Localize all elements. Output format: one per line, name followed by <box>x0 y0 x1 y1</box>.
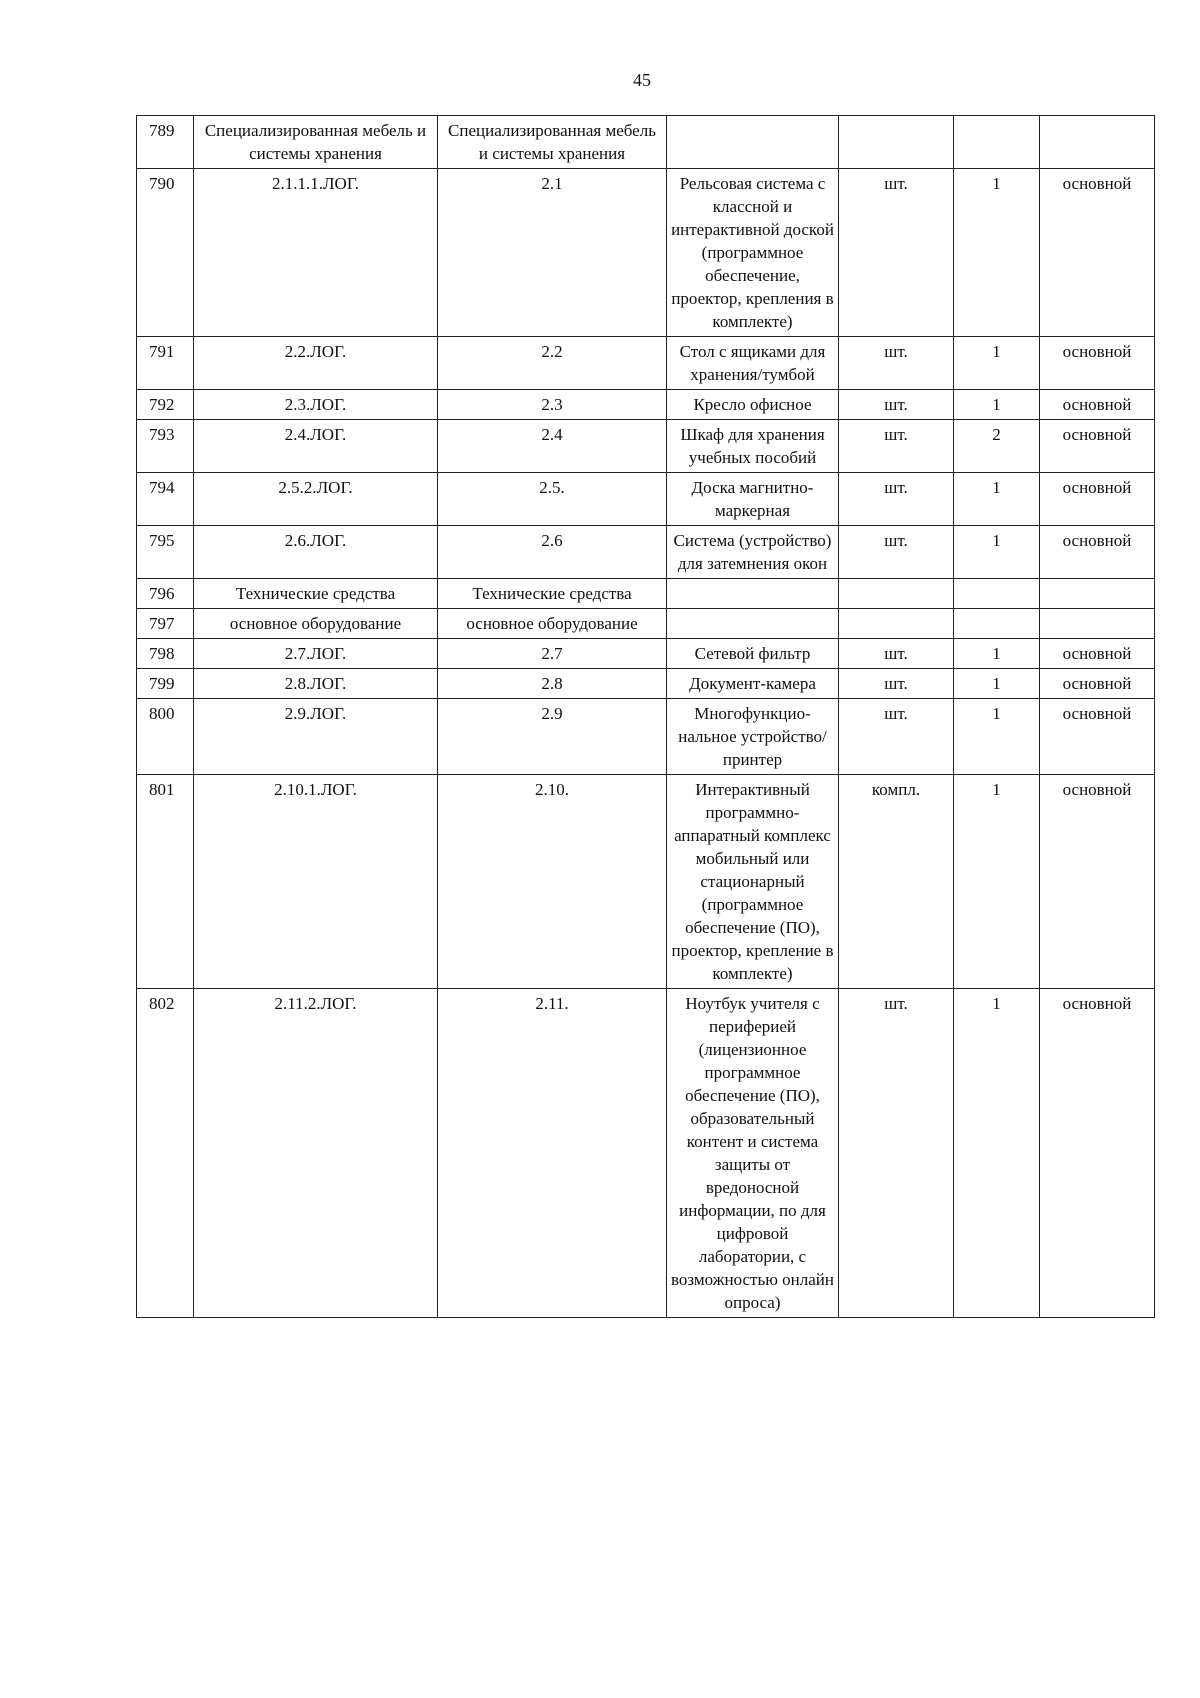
quantity-cell: 2 <box>954 420 1040 473</box>
equipment-type-cell: основной <box>1040 473 1155 526</box>
reference-cell: 2.4 <box>438 420 667 473</box>
item-code-cell: 2.8.ЛОГ. <box>194 669 438 699</box>
unit-cell: шт. <box>839 337 954 390</box>
item-code-cell: 2.9.ЛОГ. <box>194 699 438 775</box>
item-name-cell: Доска магнитно-маркерная <box>667 473 839 526</box>
unit-cell: шт. <box>839 669 954 699</box>
equipment-type-cell: основной <box>1040 169 1155 337</box>
equipment-type-cell: основной <box>1040 526 1155 579</box>
equipment-type-cell: основной <box>1040 390 1155 420</box>
equipment-type-cell: основной <box>1040 337 1155 390</box>
unit-cell <box>839 116 954 169</box>
item-code-cell: 2.1.1.1.ЛОГ. <box>194 169 438 337</box>
equipment-type-cell: основной <box>1040 420 1155 473</box>
unit-cell: шт. <box>839 390 954 420</box>
unit-cell: шт. <box>839 699 954 775</box>
table-row <box>137 116 1155 169</box>
item-name-cell: Рельсовая система с классной и интерактивной доской (программное обеспечение, проектор, крепления в комплекте) <box>667 169 839 337</box>
table-row <box>137 526 1155 579</box>
row-number-cell: 790 <box>137 169 194 337</box>
item-code-cell: 2.10.1.ЛОГ. <box>194 775 438 989</box>
reference-cell: 2.6 <box>438 526 667 579</box>
item-code-cell: 2.3.ЛОГ. <box>194 390 438 420</box>
reference-cell: 2.1 <box>438 169 667 337</box>
item-name-cell: Документ-камера <box>667 669 839 699</box>
quantity-cell: 1 <box>954 669 1040 699</box>
table-row <box>137 473 1155 526</box>
quantity-cell: 1 <box>954 473 1040 526</box>
reference-cell: Специализированная мебель и системы хранения <box>438 116 667 169</box>
reference-cell: 2.10. <box>438 775 667 989</box>
quantity-cell: 1 <box>954 390 1040 420</box>
row-number-cell: 794 <box>137 473 194 526</box>
quantity-cell: 1 <box>954 699 1040 775</box>
quantity-cell: 1 <box>954 526 1040 579</box>
quantity-cell: 1 <box>954 639 1040 669</box>
equipment-type-cell: основной <box>1040 639 1155 669</box>
equipment-type-cell <box>1040 579 1155 609</box>
table-row <box>137 579 1155 609</box>
unit-cell: шт. <box>839 169 954 337</box>
equipment-type-cell <box>1040 116 1155 169</box>
table-row <box>137 775 1155 989</box>
item-code-cell: 2.4.ЛОГ. <box>194 420 438 473</box>
row-number-cell: 791 <box>137 337 194 390</box>
reference-cell: 2.8 <box>438 669 667 699</box>
item-code-cell: 2.7.ЛОГ. <box>194 639 438 669</box>
item-code-cell: Специализированная мебель и системы хранения <box>194 116 438 169</box>
reference-cell: 2.9 <box>438 699 667 775</box>
unit-cell: шт. <box>839 420 954 473</box>
reference-cell: 2.3 <box>438 390 667 420</box>
reference-cell: Технические средства <box>438 579 667 609</box>
reference-cell: 2.5. <box>438 473 667 526</box>
table-row <box>137 169 1155 337</box>
reference-cell: 2.7 <box>438 639 667 669</box>
table-row <box>137 390 1155 420</box>
row-number-cell: 799 <box>137 669 194 699</box>
quantity-cell: 1 <box>954 337 1040 390</box>
page-number: 45 <box>633 70 651 90</box>
equipment-type-cell: основной <box>1040 699 1155 775</box>
item-name-cell: Кресло офисное <box>667 390 839 420</box>
quantity-cell: 1 <box>954 775 1040 989</box>
row-number-cell: 798 <box>137 639 194 669</box>
unit-cell: шт. <box>839 639 954 669</box>
quantity-cell <box>954 609 1040 639</box>
item-name-cell <box>667 609 839 639</box>
quantity-cell: 1 <box>954 989 1040 1318</box>
equipment-type-cell: основной <box>1040 775 1155 989</box>
row-number-cell: 789 <box>137 116 194 169</box>
item-code-cell: 2.5.2.ЛОГ. <box>194 473 438 526</box>
equipment-table <box>136 115 1155 1318</box>
item-name-cell: Интерактивный программно-аппаратный комплекс мобильный или стационарный (программное обеспечение (ПО), проектор, крепление в комплекте) <box>667 775 839 989</box>
item-name-cell: Система (устройство) для затемнения окон <box>667 526 839 579</box>
unit-cell <box>839 579 954 609</box>
unit-cell: шт. <box>839 473 954 526</box>
row-number-cell: 792 <box>137 390 194 420</box>
table-row <box>137 639 1155 669</box>
row-number-cell: 801 <box>137 775 194 989</box>
table-row <box>137 420 1155 473</box>
equipment-type-cell <box>1040 609 1155 639</box>
quantity-cell <box>954 579 1040 609</box>
item-code-cell: 2.2.ЛОГ. <box>194 337 438 390</box>
row-number-cell: 796 <box>137 579 194 609</box>
quantity-cell <box>954 116 1040 169</box>
item-code-cell: 2.6.ЛОГ. <box>194 526 438 579</box>
item-name-cell: Шкаф для хранения учебных пособий <box>667 420 839 473</box>
row-number-cell: 802 <box>137 989 194 1318</box>
item-name-cell <box>667 116 839 169</box>
table-row <box>137 989 1155 1318</box>
unit-cell: шт. <box>839 526 954 579</box>
table-row <box>137 337 1155 390</box>
table-row <box>137 669 1155 699</box>
equipment-type-cell: основной <box>1040 669 1155 699</box>
item-code-cell: 2.11.2.ЛОГ. <box>194 989 438 1318</box>
quantity-cell: 1 <box>954 169 1040 337</box>
row-number-cell: 795 <box>137 526 194 579</box>
item-name-cell: Ноутбук учителя с периферией (лицензионное программное обеспечение (ПО), образовательный контент и система защиты от вредоносной информации, по для цифровой лаборатории, с возможностью онлайн опроса) <box>667 989 839 1318</box>
equipment-type-cell: основной <box>1040 989 1155 1318</box>
table-row <box>137 699 1155 775</box>
reference-cell: 2.2 <box>438 337 667 390</box>
row-number-cell: 793 <box>137 420 194 473</box>
item-code-cell: основное оборудование <box>194 609 438 639</box>
row-number-cell: 800 <box>137 699 194 775</box>
reference-cell: основное оборудование <box>438 609 667 639</box>
table-body <box>137 116 1155 1318</box>
unit-cell <box>839 609 954 639</box>
item-code-cell: Технические средства <box>194 579 438 609</box>
item-name-cell: Стол с ящиками для хранения/тумбой <box>667 337 839 390</box>
table-row <box>137 609 1155 639</box>
reference-cell: 2.11. <box>438 989 667 1318</box>
unit-cell: шт. <box>839 989 954 1318</box>
row-number-cell: 797 <box>137 609 194 639</box>
item-name-cell <box>667 579 839 609</box>
unit-cell: компл. <box>839 775 954 989</box>
item-name-cell: Сетевой фильтр <box>667 639 839 669</box>
item-name-cell: Многофункцио-нальное устройство/ принтер <box>667 699 839 775</box>
